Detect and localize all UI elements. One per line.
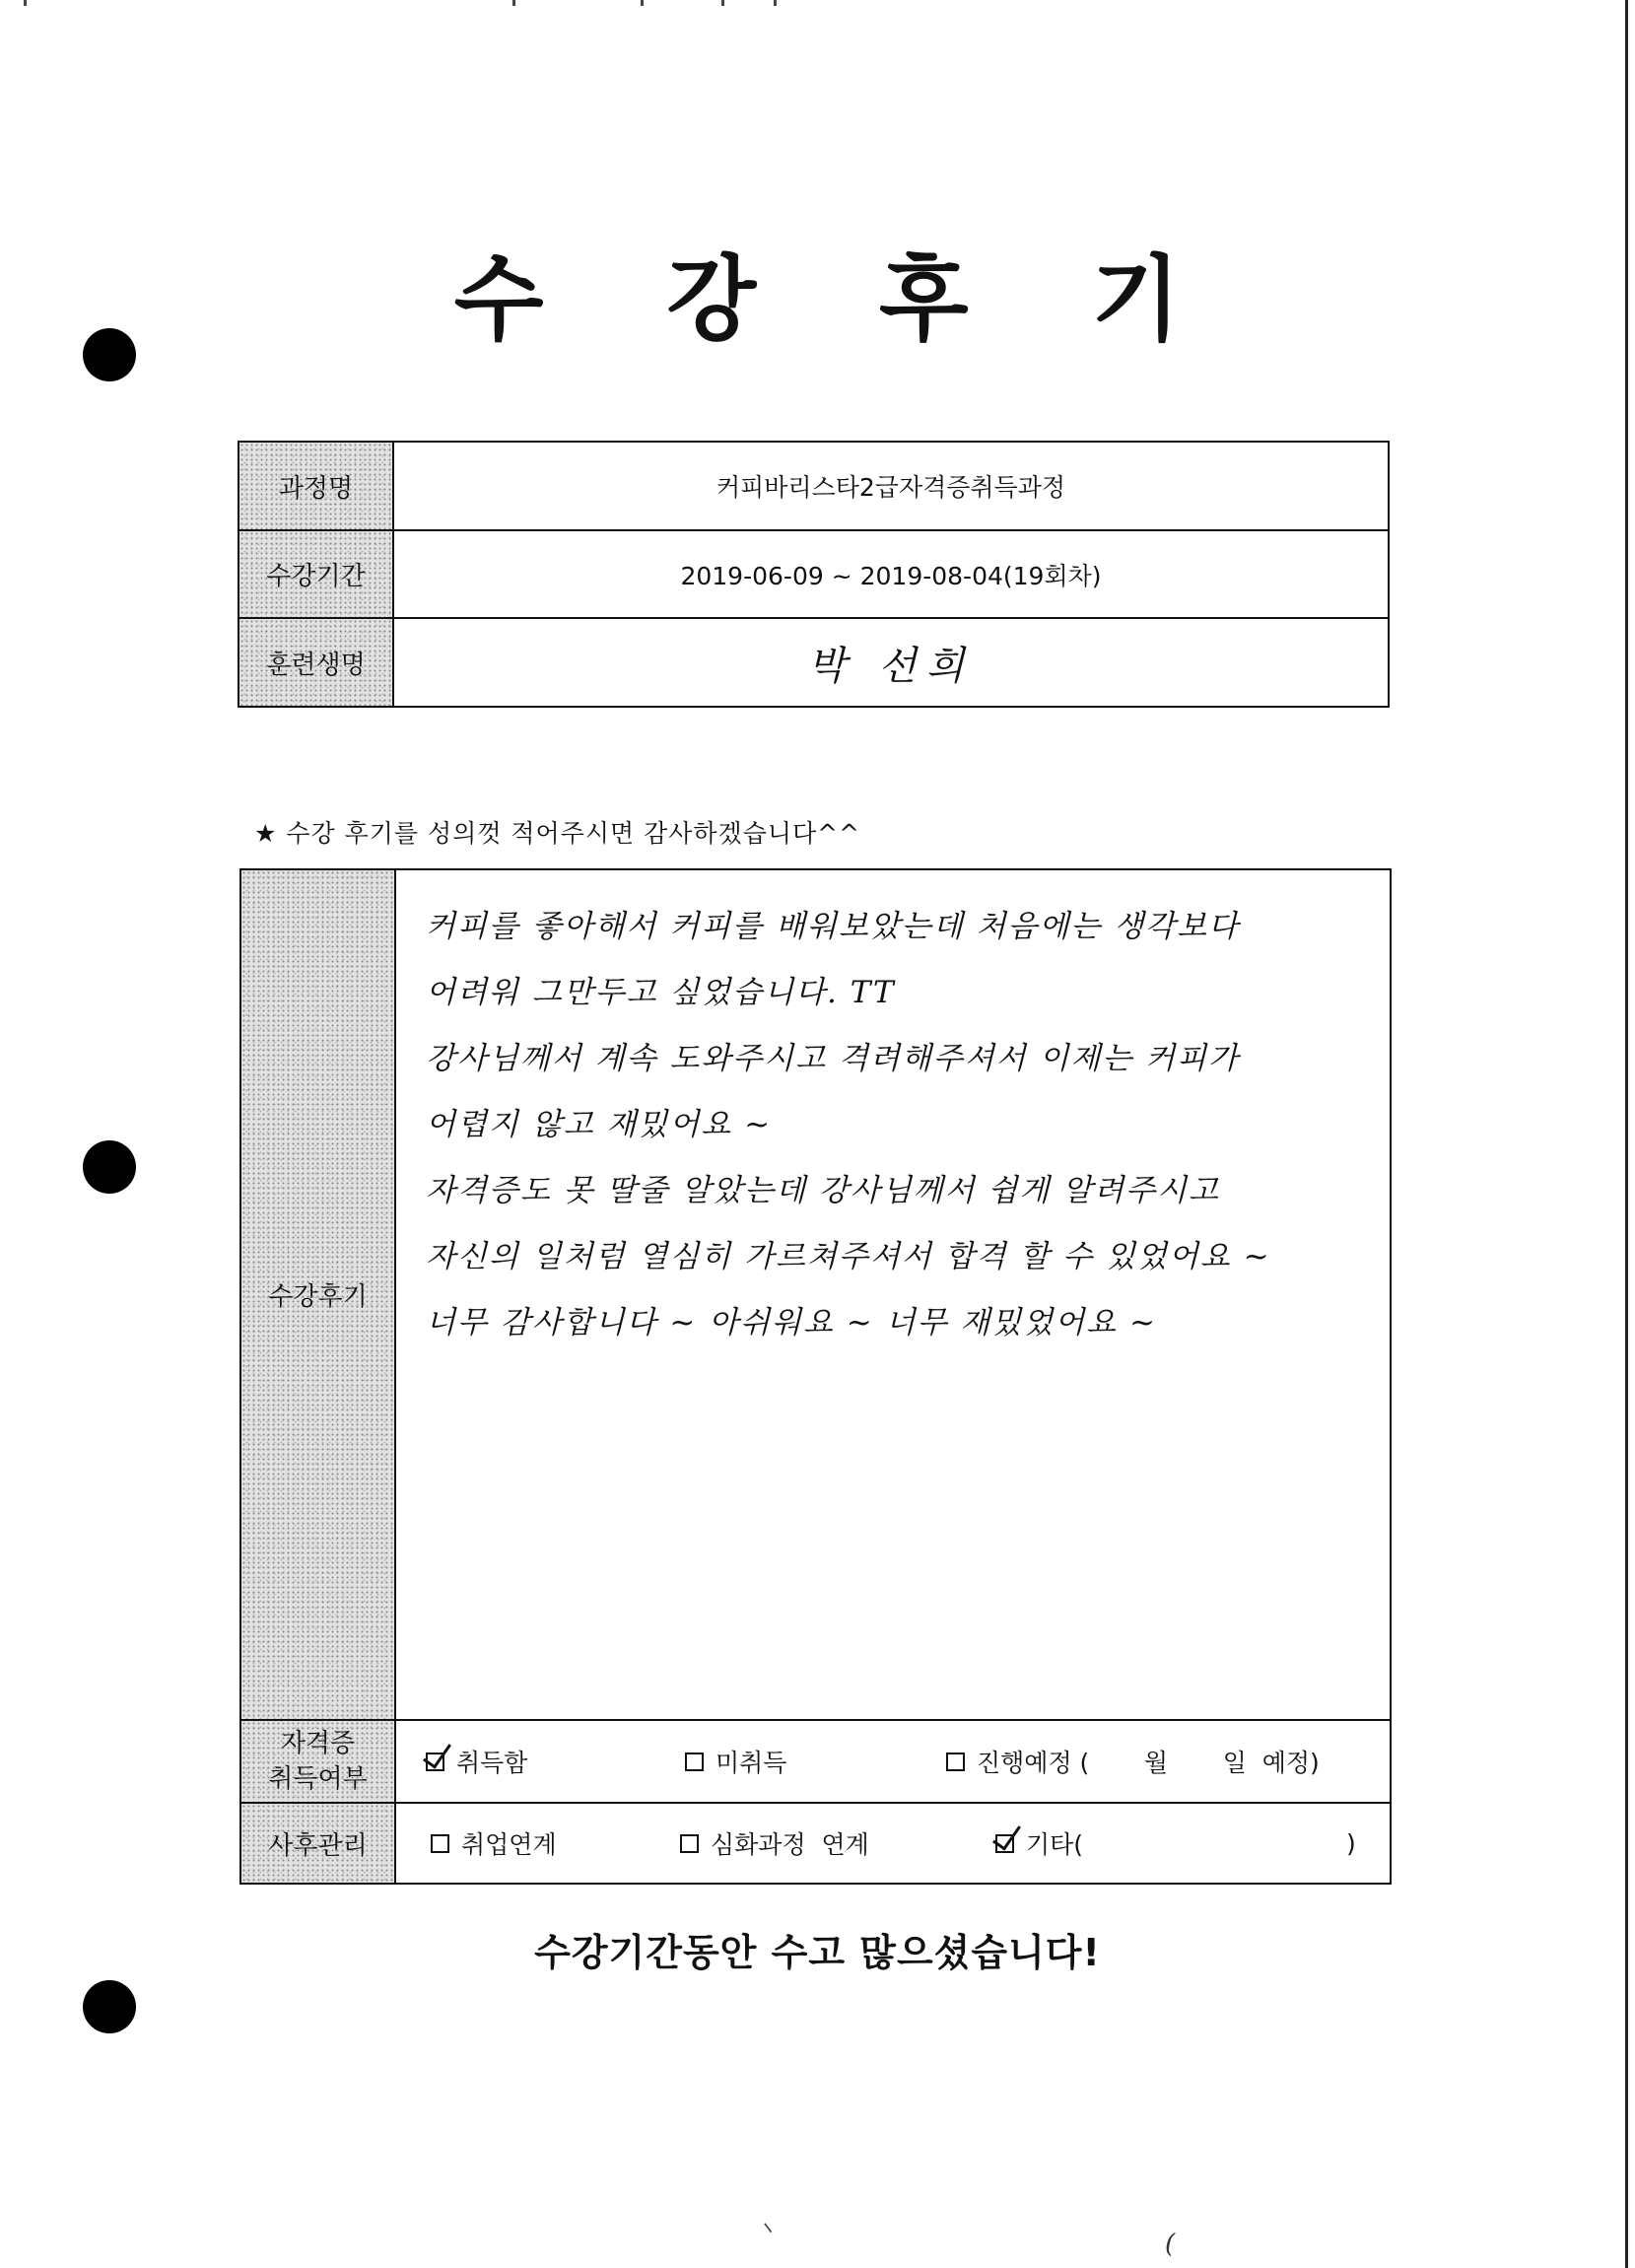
review-line: 자신의 일처럼 열심히 가르쳐주셔서 합격 할 수 있었어요 ~ [426, 1239, 1271, 1274]
review-text [426, 894, 1380, 1356]
review-cell [395, 869, 1391, 1720]
review-line: 강사님께서 계속 도와주시고 격려해주셔서 이제는 커피가 [426, 1041, 1240, 1076]
course-info-table [238, 441, 1390, 708]
option-label: 미취득 [715, 1749, 787, 1777]
review-table [239, 868, 1392, 1885]
option-label: 취득함 [456, 1749, 528, 1777]
certificate-row [240, 1720, 1391, 1803]
aftercare-option-other[interactable] [995, 1825, 1083, 1861]
option-label: 기타( [1026, 1830, 1084, 1859]
checkbox-checked-icon[interactable] [426, 1753, 444, 1771]
aftercare-option-employment[interactable] [431, 1825, 557, 1861]
certificate-option-acquired[interactable] [426, 1744, 527, 1779]
trainee-row [238, 618, 1389, 707]
review-line: 어렵지 않고 재밌어요 ~ [426, 1107, 773, 1142]
trainee-label: 훈련생명 [238, 618, 393, 707]
course-row [238, 442, 1389, 530]
scan-mark: ⸜ [761, 2208, 775, 2237]
trainee-value: 박 선희 [393, 618, 1389, 707]
course-value: 커피바리스타2급자격증취득과정 [393, 442, 1389, 530]
period-label: 수강기간 [238, 530, 393, 618]
checkbox-icon[interactable] [431, 1834, 449, 1853]
checkbox-checked-icon[interactable] [995, 1834, 1014, 1853]
aftercare-other-close: ) [1346, 1828, 1356, 1858]
review-line: 어려워 그만두고 싶었습니다. TT [426, 975, 896, 1010]
option-label: 심화과정 연계 [711, 1830, 869, 1859]
course-label: 과정명 [238, 442, 393, 530]
review-line: 너무 감사합니다 ~ 아쉬워요 ~ 너무 재밌었어요 ~ [426, 1305, 1157, 1340]
checkbox-icon[interactable] [685, 1753, 704, 1771]
scan-specks [0, 0, 1635, 10]
aftercare-label: 사후관리 [240, 1803, 395, 1884]
aftercare-option-advanced-course[interactable] [680, 1825, 869, 1861]
review-row [240, 869, 1391, 1720]
checkbox-icon[interactable] [946, 1753, 965, 1771]
option-label: 진행예정 ( 월 일 예정) [977, 1749, 1320, 1777]
scan-mark: ( [1165, 2230, 1176, 2259]
punch-hole [83, 1980, 136, 2033]
punch-hole [83, 1140, 136, 1194]
option-label: 취업연계 [461, 1830, 557, 1859]
review-line: 자격증도 못 딸줄 알았는데 강사님께서 쉽게 알려주시고 [426, 1173, 1220, 1208]
certificate-label-line1: 자격증 [280, 1729, 356, 1758]
page-title: 수 강 후 기 [453, 246, 1227, 354]
notice-text: ★ 수강 후기를 성의껏 적어주시면 감사하겠습니다^^ [254, 819, 861, 848]
certificate-label [240, 1720, 395, 1803]
review-label: 수강후기 [240, 869, 395, 1720]
closing-message: 수강기간동안 수고 많으셨습니다! [534, 1931, 1101, 1974]
certificate-option-not-acquired[interactable] [685, 1744, 786, 1779]
certificate-option-scheduled[interactable] [946, 1744, 1320, 1779]
certificate-options [395, 1720, 1391, 1803]
aftercare-row [240, 1803, 1391, 1884]
review-line: 커피를 좋아해서 커피를 배워보았는데 처음에는 생각보다 [426, 909, 1240, 944]
period-row [238, 530, 1389, 618]
certificate-label-line2: 취득여부 [268, 1764, 368, 1794]
aftercare-options [395, 1803, 1391, 1884]
period-value: 2019-06-09 ~ 2019-08-04(19회차) [393, 530, 1389, 618]
checkbox-icon[interactable] [680, 1834, 699, 1853]
